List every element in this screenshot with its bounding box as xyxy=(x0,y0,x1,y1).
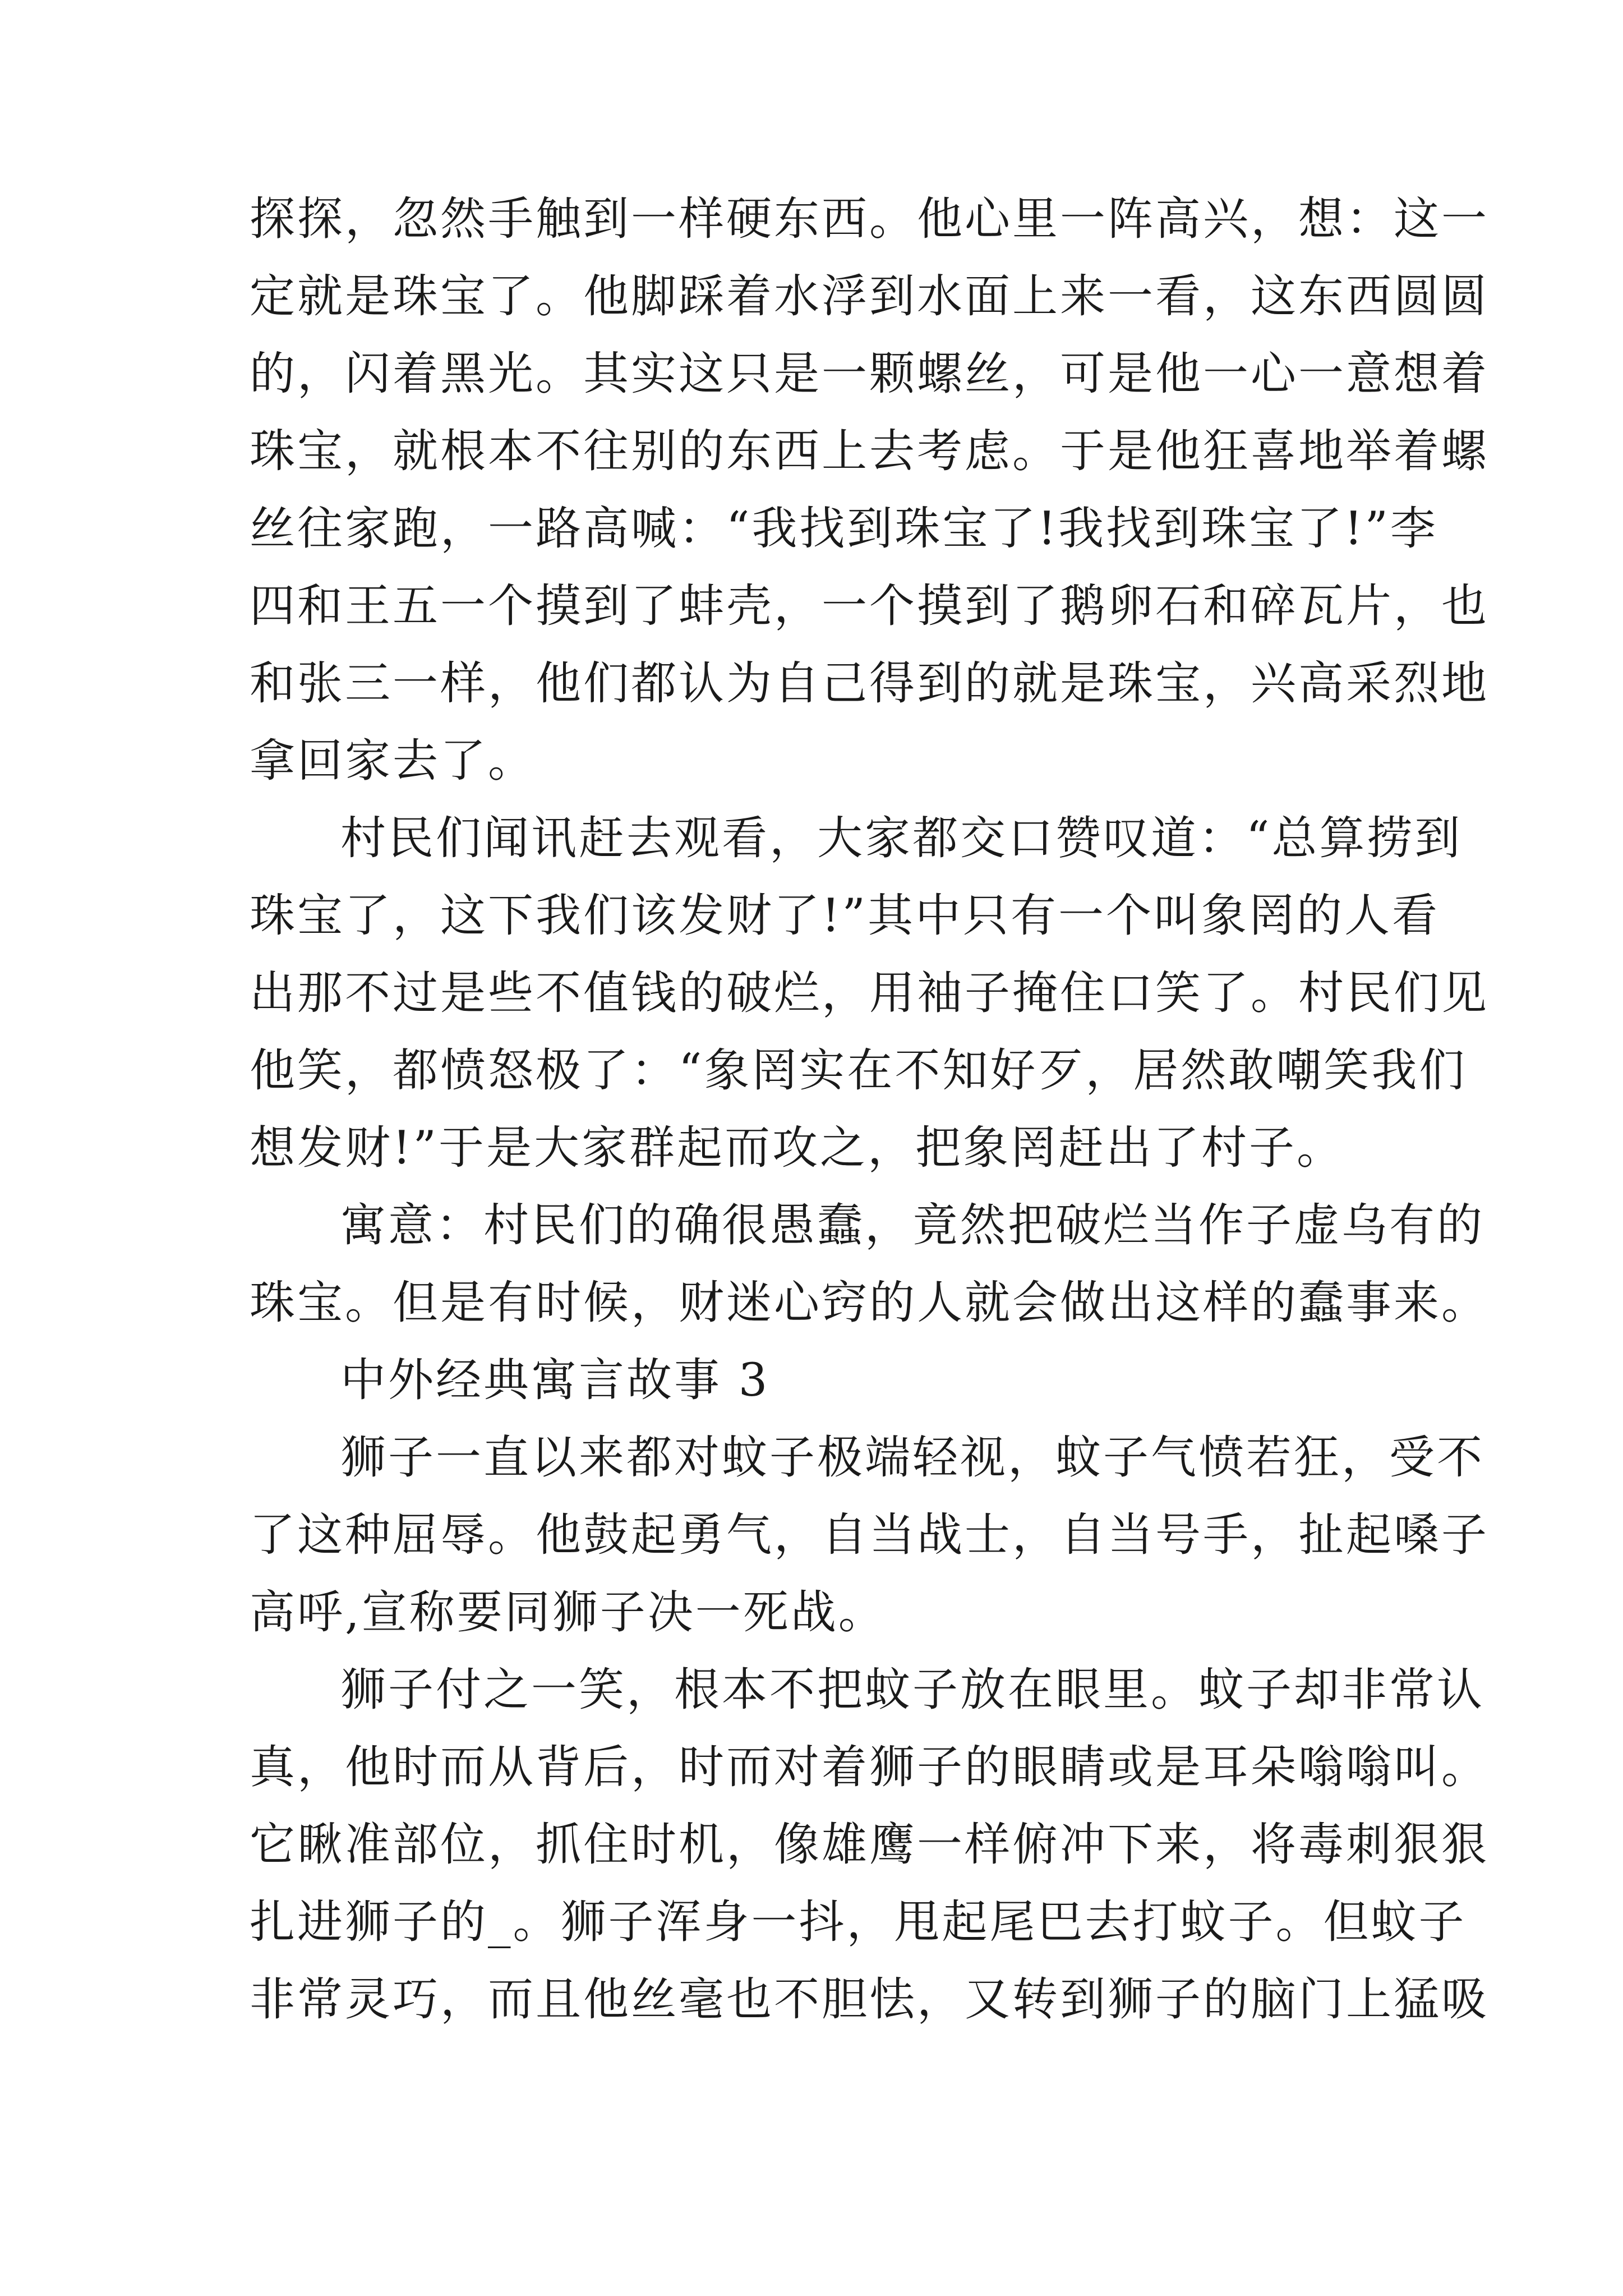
text-line: 和张三一样，他们都认为自己得到的就是珠宝，兴高采烈地 xyxy=(250,657,1490,710)
document-body xyxy=(250,181,1490,2039)
text-line: 真，他时而从背后，时而对着狮子的眼睛或是耳朵嗡嗡叫。 xyxy=(250,1741,1490,1794)
text-line: 拿回家去了。 xyxy=(250,735,536,788)
text-line: 珠宝，就根本不往别的东西上去考虑。于是他狂喜地举着螺 xyxy=(250,425,1490,478)
paragraph-start: 村民们闻讯赶去观看，大家都交口赞叹道：“总算捞到 xyxy=(340,812,1463,865)
text-line: 出那不过是些不值钱的破烂，用袖子掩住口笑了。村民们见 xyxy=(250,967,1490,1020)
text-line: 扎进狮子的_。狮子浑身一抖，甩起尾巴去打蚊子。但蚊子 xyxy=(250,1896,1467,1949)
text-line: 它瞅准部位，抓住时机，像雄鹰一样俯冲下来，将毒刺狠狠 xyxy=(250,1819,1490,1871)
text-line: 珠宝了，这下我们该发财了!”其中只有一个叫象罔的人看 xyxy=(250,890,1440,942)
text-line: 定就是珠宝了。他脚踩着水浮到水面上来一看，这东西圆圆 xyxy=(250,270,1490,323)
section-heading: 中外经典寓言故事 3 xyxy=(340,1354,770,1407)
text-line: 四和王五一个摸到了蚌壳，一个摸到了鹅卵石和碎瓦片，也 xyxy=(250,580,1490,633)
text-line: 高呼,宣称要同狮子决一死战。 xyxy=(250,1586,886,1639)
paragraph-start: 寓意：村民们的确很愚蠢，竟然把破烂当作子虚乌有的 xyxy=(340,1199,1485,1252)
text-line: 探探，忽然手触到一样硬东西。他心里一阵高兴，想：这一 xyxy=(250,193,1490,246)
text-line: 他笑，都愤怒极了：“象罔实在不知好歹，居然敢嘲笑我们 xyxy=(250,1045,1467,1097)
text-line: 丝往家跑，一路高喊：“我找到珠宝了!我找到珠宝了!”李 xyxy=(250,503,1438,555)
text-line: 的，闪着黑光。其实这只是一颗螺丝，可是他一心一意想着 xyxy=(250,348,1490,401)
paragraph-start: 狮子一直以来都对蚊子极端轻视，蚊子气愤若狂，受不 xyxy=(340,1432,1485,1484)
text-line: 珠宝。但是有时候，财迷心窍的人就会做出这样的蠢事来。 xyxy=(250,1277,1490,1329)
paragraph-start: 狮子付之一笑，根本不把蚊子放在眼里。蚊子却非常认 xyxy=(340,1664,1485,1717)
text-line: 了这种屈辱。他鼓起勇气，自当战士，自当号手，扯起嗓子 xyxy=(250,1509,1490,1562)
text-line: 非常灵巧，而且他丝毫也不胆怯，又转到狮子的脑门上猛吸 xyxy=(250,1973,1490,2026)
text-line: 想发财!”于是大家群起而攻之，把象罔赶出了村子。 xyxy=(250,1122,1344,1175)
